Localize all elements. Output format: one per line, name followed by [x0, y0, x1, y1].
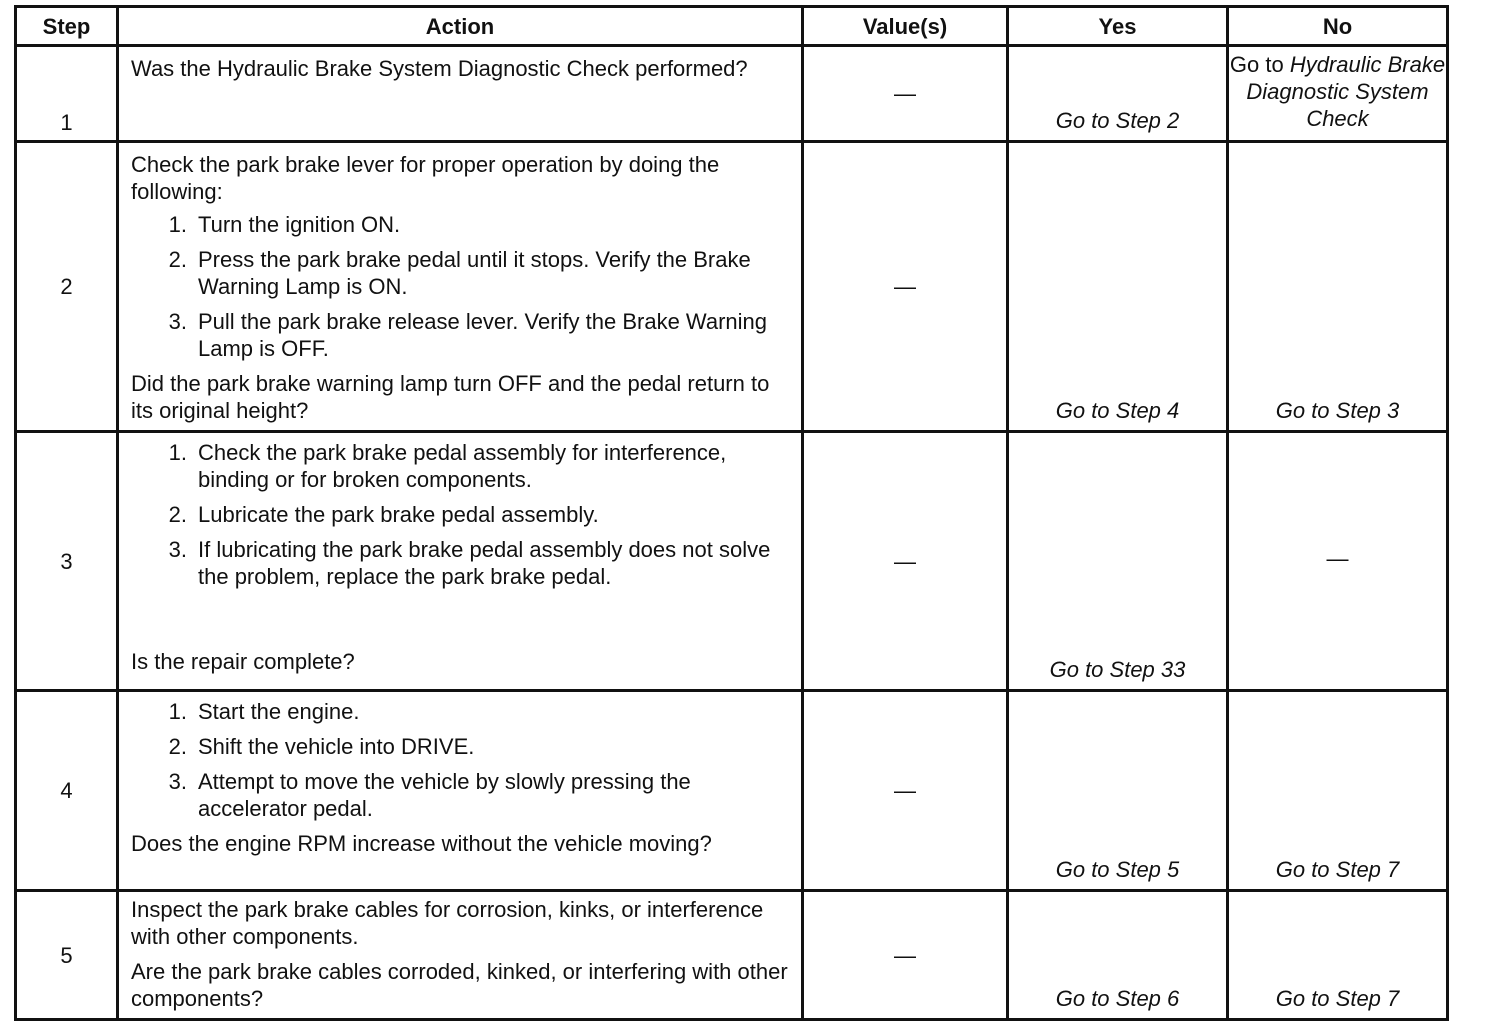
header-step: Step	[16, 7, 118, 46]
header-row	[16, 7, 1448, 46]
header-yes: Yes	[1008, 7, 1228, 46]
yes-cell: Go to Step 4	[1008, 142, 1228, 432]
table-row	[16, 432, 1448, 691]
header-action: Action	[118, 7, 803, 46]
step-number: 2	[16, 142, 118, 432]
yes-cell: Go to Step 2	[1008, 46, 1228, 142]
list-item: 1. Turn the ignition ON.	[168, 212, 401, 237]
list-item: 2. Lubricate the park brake pedal assembly.	[168, 502, 599, 527]
action-cell	[118, 46, 803, 142]
step-number: 1	[16, 46, 118, 142]
question-text: Are the park brake cables corroded, kinked, or interfering with other components?	[131, 959, 788, 1011]
header-values: Value(s)	[803, 7, 1008, 46]
no-link-text: Hydraulic Brake Diagnostic System Check	[1246, 52, 1446, 131]
list-item: 3. Pull the park brake release lever. Verify the Brake Warning Lamp is OFF.	[168, 309, 768, 361]
list-item: 3. If lubricating the park brake pedal assembly does not solve the problem, replace the park brake pedal.	[168, 537, 771, 589]
no-prefix: Go to	[1229, 52, 1290, 77]
substep-list	[131, 439, 791, 590]
yes-cell: Go to Step 33	[1008, 432, 1228, 691]
no-cell: —	[1228, 432, 1448, 691]
question-text: Is the repair complete?	[131, 649, 355, 674]
step-number: 3	[16, 432, 118, 691]
table-row	[16, 142, 1448, 432]
step-number: 4	[16, 691, 118, 891]
action-cell	[118, 142, 803, 432]
no-cell: Go to Step 3	[1228, 142, 1448, 432]
value-cell: —	[803, 432, 1008, 691]
action-cell	[118, 432, 803, 691]
action-text: Check the park brake lever for proper operation by doing the following:	[131, 152, 720, 204]
question-text: Does the engine RPM increase without the vehicle moving?	[131, 831, 712, 856]
action-text: Inspect the park brake cables for corrosion, kinks, or interference with other components.	[131, 897, 764, 949]
diagnostic-table	[14, 5, 1449, 1021]
substep-list	[131, 211, 791, 362]
list-item: 1. Check the park brake pedal assembly for interference, binding or for broken components.	[168, 440, 727, 492]
list-item: 2. Press the park brake pedal until it stops. Verify the Brake Warning Lamp is ON.	[168, 247, 751, 299]
yes-cell: Go to Step 6	[1008, 891, 1228, 1020]
yes-cell: Go to Step 5	[1008, 691, 1228, 891]
question-text: Did the park brake warning lamp turn OFF and the pedal return to its original height?	[131, 371, 770, 423]
no-cell	[1228, 46, 1448, 142]
header-no: No	[1228, 7, 1448, 46]
value-cell: —	[803, 46, 1008, 142]
no-cell: Go to Step 7	[1228, 891, 1448, 1020]
list-item: 1. Start the engine.	[168, 699, 360, 724]
table-row	[16, 691, 1448, 891]
value-cell: —	[803, 142, 1008, 432]
table-row	[16, 46, 1448, 142]
value-cell: —	[803, 691, 1008, 891]
action-text: Was the Hydraulic Brake System Diagnostic Check performed?	[131, 56, 748, 81]
list-item: 2. Shift the vehicle into DRIVE.	[168, 734, 475, 759]
table-row	[16, 891, 1448, 1020]
action-cell	[118, 691, 803, 891]
value-cell: —	[803, 891, 1008, 1020]
step-number: 5	[16, 891, 118, 1020]
action-cell	[118, 891, 803, 1020]
substep-list	[131, 698, 791, 822]
list-item: 3. Attempt to move the vehicle by slowly pressing the accelerator pedal.	[168, 769, 691, 821]
no-cell: Go to Step 7	[1228, 691, 1448, 891]
